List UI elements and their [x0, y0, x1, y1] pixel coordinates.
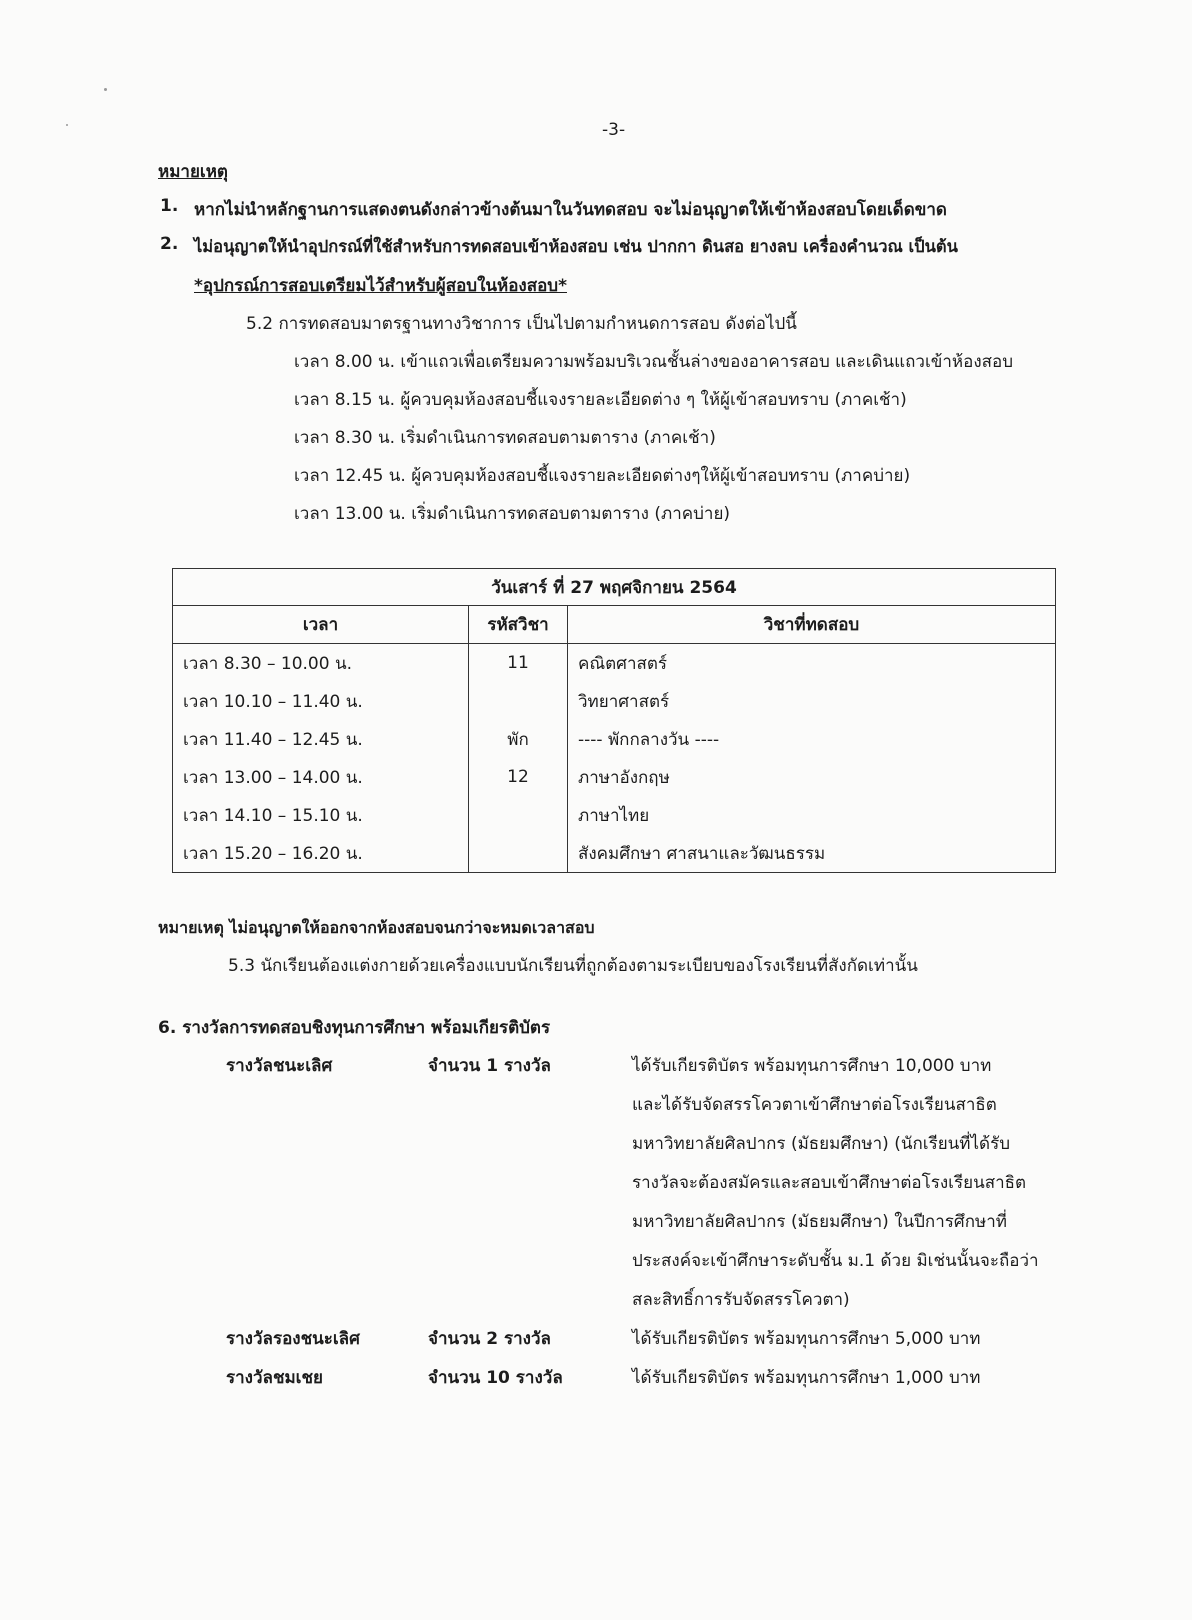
cell-subject: ภาษาอังกฤษ [568, 758, 1056, 796]
cell-subject: วิทยาศาสตร์ [568, 682, 1056, 720]
cell-code [469, 682, 568, 720]
cell-subject: ---- พักกลางวัน ---- [568, 720, 1056, 758]
award-name: รางวัลชนะเลิศ [226, 1056, 333, 1076]
notes-heading: หมายเหตุ [158, 162, 228, 182]
schedule-line: เวลา 12.45 น. ผู้ควบคุมห้องสอบชี้แจงรายละเอียดต่างๆให้ผู้เข้าสอบทราบ (ภาคบ่าย) [294, 466, 911, 486]
table-row [173, 644, 1056, 683]
note-2-text: ไม่อนุญาตให้นำอุปกรณ์ที่ใช้สำหรับการทดสอบเข้าห้องสอบ เช่น ปากกา ดินสอ ยางลบ เครื่องคำนวณ เป็นต้น [194, 237, 958, 256]
award-detail-line: ได้รับเกียรติบัตร พร้อมทุนการศึกษา 10,000 บาท [632, 1056, 992, 1076]
award-name: รางวัลรองชนะเลิศ [226, 1329, 360, 1349]
cell-subject: คณิตศาสตร์ [568, 644, 1056, 683]
exam-schedule-table [172, 568, 1056, 873]
cell-code [469, 796, 568, 834]
schedule-line: เวลา 13.00 น. เริ่มดำเนินการทดสอบตามตาราง (ภาคบ่าย) [294, 504, 731, 524]
column-header-time: เวลา [173, 606, 469, 644]
schedule-line: เวลา 8.15 น. ผู้ควบคุมห้องสอบชี้แจงรายละเอียดต่าง ๆ ให้ผู้เข้าสอบทราบ (ภาคเช้า) [294, 390, 907, 410]
equipment-note: *อุปกรณ์การสอบเตรียมไว้สำหรับผู้สอบในห้องสอบ* [194, 276, 567, 296]
cell-code: 11 [469, 644, 568, 683]
cell-time: เวลา 15.20 – 16.20 น. [173, 834, 469, 873]
table-row [173, 758, 1056, 796]
award-detail-line: สละสิทธิ์การรับจัดสรรโควตา) [632, 1290, 850, 1310]
column-header-subject: วิชาที่ทดสอบ [568, 606, 1056, 644]
award-count: จำนวน 10 รางวัล [428, 1368, 563, 1388]
cell-time: เวลา 11.40 – 12.45 น. [173, 720, 469, 758]
section-6-heading: 6. รางวัลการทดสอบชิงทุนการศึกษา พร้อมเกียรติบัตร [158, 1018, 551, 1038]
award-count: จำนวน 1 รางวัล [428, 1056, 551, 1076]
award-detail-line: และได้รับจัดสรรโควตาเข้าศึกษาต่อโรงเรียนสาธิต [632, 1095, 997, 1115]
cell-subject: ภาษาไทย [568, 796, 1056, 834]
award-count: จำนวน 2 รางวัล [428, 1329, 551, 1349]
table-row [173, 682, 1056, 720]
schedule-line: เวลา 8.00 น. เข้าแถวเพื่อเตรียมความพร้อมบริเวณชั้นล่างของอาคารสอบ และเดินแถวเข้าห้องสอบ [294, 352, 1014, 372]
cell-code: 12 [469, 758, 568, 796]
note-1-number: 1. [160, 196, 179, 216]
section-5-2-intro: 5.2 การทดสอบมาตรฐานทางวิชาการ เป็นไปตามกำหนดการสอบ ดังต่อไปนี้ [246, 314, 797, 334]
note-2-number: 2. [160, 234, 179, 254]
table-date-header: วันเสาร์ ที่ 27 พฤศจิกายน 2564 [173, 569, 1056, 606]
section-5-3: 5.3 นักเรียนต้องแต่งกายด้วยเครื่องแบบนักเรียนที่ถูกต้องตามระเบียบของโรงเรียนที่สังกัดเท่านั้น [228, 956, 918, 976]
table-row [173, 796, 1056, 834]
award-detail-line: ประสงค์จะเข้าศึกษาระดับชั้น ม.1 ด้วย มิเช่นนั้นจะถือว่า [632, 1251, 1039, 1271]
award-name: รางวัลชมเชย [226, 1368, 323, 1388]
scan-speck [66, 124, 68, 126]
table-row [173, 834, 1056, 873]
award-detail-line: มหาวิทยาลัยศิลปากร (มัธยมศึกษา) (นักเรียนที่ได้รับ [632, 1134, 1011, 1154]
table-row [173, 720, 1056, 758]
cell-code [469, 834, 568, 873]
column-header-code: รหัสวิชา [469, 606, 568, 644]
note-1-text: หากไม่นำหลักฐานการแสดงตนดังกล่าวข้างต้นมาในวันทดสอบ จะไม่อนุญาตให้เข้าห้องสอบโดยเด็ดขาด [194, 200, 947, 220]
cell-subject: สังคมศึกษา ศาสนาและวัฒนธรรม [568, 834, 1056, 873]
award-detail-line: มหาวิทยาลัยศิลปากร (มัธยมศึกษา) ในปีการศึกษาที่ [632, 1212, 1007, 1232]
cell-time: เวลา 14.10 – 15.10 น. [173, 796, 469, 834]
cell-code: พัก [469, 720, 568, 758]
table-note: หมายเหตุ ไม่อนุญาตให้ออกจากห้องสอบจนกว่าจะหมดเวลาสอบ [158, 918, 595, 937]
cell-time: เวลา 8.30 – 10.00 น. [173, 644, 469, 683]
page-number: -3- [602, 120, 626, 140]
cell-time: เวลา 10.10 – 11.40 น. [173, 682, 469, 720]
award-detail-line: ได้รับเกียรติบัตร พร้อมทุนการศึกษา 5,000 บาท [632, 1329, 981, 1349]
award-detail-line: ได้รับเกียรติบัตร พร้อมทุนการศึกษา 1,000 บาท [632, 1368, 981, 1388]
award-detail-line: รางวัลจะต้องสมัครและสอบเข้าศึกษาต่อโรงเรียนสาธิต [632, 1173, 1027, 1193]
schedule-line: เวลา 8.30 น. เริ่มดำเนินการทดสอบตามตาราง (ภาคเช้า) [294, 428, 716, 448]
cell-time: เวลา 13.00 – 14.00 น. [173, 758, 469, 796]
scan-speck [104, 88, 107, 91]
